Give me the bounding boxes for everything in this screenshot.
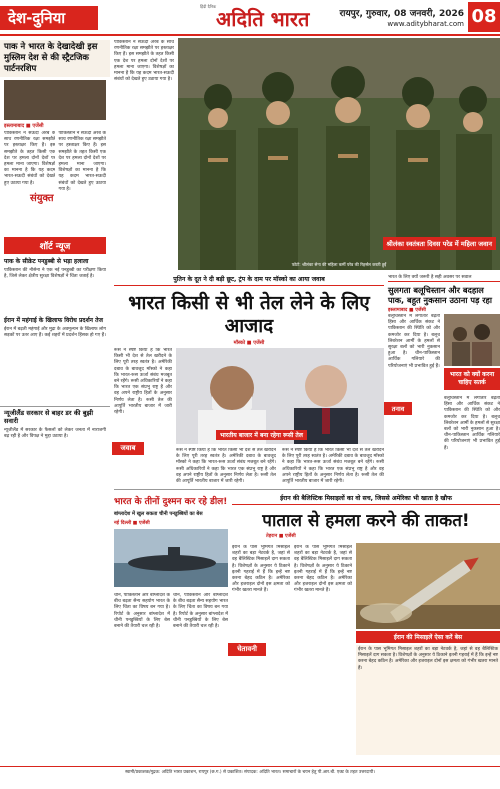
enemies-body-b: चीन, पाकिस्तान और बांग्लादेश के बीच बढ़ता सैन्य सहयोग भारत के लिए चिंता का विषय बन गया है। रिपोर्ट के अनुसार बांग्लादेश में चीनी पनडुब्बियों के लिए बेस बनाने की तैयारी चल रही है। (173, 593, 228, 630)
enemies-story (114, 493, 228, 763)
submarine-photo (114, 529, 228, 587)
russia-headline: भारत किसी से भी तेल लेने के लिए आजाद (128, 292, 370, 337)
enemies-dateline: नई दिल्ली ■ एजेंसी (114, 520, 150, 526)
left-dateline: इस्लामाबाद ■ एजेंसी (4, 123, 44, 129)
photo-credit: फोटो: श्रीलंका सेना की महिला कर्मी परेड की रिहर्सल करती हुईं (291, 262, 387, 267)
short3-body: न्यूजीलैंड में सरकार के फैसलों को लेकर जनता में नाराजगी बढ़ रही है और विपक्ष ने मुद्दा उठाया है। (4, 428, 106, 440)
modi-putin-photo (176, 348, 384, 444)
imprint-line: स्वामी/प्रकाशक/मुद्रक: अदिति भारत प्रकाशन, रायपुर (छ.ग.) से प्रकाशित। संपादक: अदिति भारत। समाचारों के चयन हेतु पी.आर.बी. एक्ट के तहत उत्तरदायी। (125, 770, 375, 775)
iran-box: ईरान की मिसाइलें ऐसा करें बेस (356, 631, 500, 643)
parade-photo (178, 38, 500, 270)
submarine-illustration (114, 529, 228, 587)
iran-body-a: ईरान के पास भूमिगत मिसाइल शहरों का बड़ा नेटवर्क है, जहां से वह बैलिस्टिक मिसाइलें दाग सकता है। विशेषज्ञों के अनुसार ये ठिकाने इतनी गहराई में हैं कि इन्हें नष्ट करना बेहद कठिन है। अमेरिका और इजराइल दोनों इस क्षमता को गंभीर खतरा मानते हैं। (232, 545, 290, 594)
left-body-1a: पाकिस्तान ने सऊदी अरब के साथ रणनीतिक रक्षा समझौते पर हस्ताक्षर किए हैं। इस समझौते के तहत किसी एक देश पर हमला दोनों देशों पर हमला माना जाएगा। विशेषज्ञों का मानना है कि यह कदम भारत-सऊदी संबंधों को देखते हुए उठाया गया है। (4, 131, 56, 186)
iran-headline: पाताल से हमला करने की ताकत! (262, 511, 470, 531)
enemies-body-a: चीन, पाकिस्तान और बांग्लादेश के बीच बढ़ता सैन्य सहयोग भारत के लिए चिंता का विषय बन गया है। रिपोर्ट के अनुसार बांग्लादेश में चीनी पनडुब्बियों के लिए बेस बनाने की तैयारी चल रही है। (114, 593, 170, 630)
russia-body-c: रूस ने स्पष्ट किया है कि भारत किसी भी देश से तेल खरीदने के लिए पूरी तरह स्वतंत्र है। अमेरिकी दबाव के बावजूद मॉस्को ने कहा कि भारत-रूस ऊर्जा संबंध मजबूत बने रहेंगे। रूसी अधिकारियों ने कहा कि भारत एक संप्रभु राष्ट्र है और वह अपने राष्ट्रीय हितों के अनुसार निर्णय लेता है। रूसी तेल की आपूर्ति भारतीय बाजार में जारी रहेगी। (282, 448, 384, 484)
logo-text: अदिति भारत (216, 7, 310, 31)
balochistan-story (388, 274, 500, 486)
short2-body: ईरान में बढ़ती महंगाई और मुद्रा के अवमूल्यन के खिलाफ लोग सड़कों पर उतर आए हैं। कई शहरों में प्रदर्शन हिंसक हो गए हैं। (4, 327, 106, 339)
iran-body-b: ईरान के पास भूमिगत मिसाइल शहरों का बड़ा नेटवर्क है, जहां से वह बैलिस्टिक मिसाइलें दाग सकता है। विशेषज्ञों के अनुसार ये ठिकाने इतनी गहराई में हैं कि इन्हें नष्ट करना बेहद कठिन है। अमेरिका और इजराइल दोनों इस क्षमता को गंभीर खतरा मानते हैं। (294, 545, 352, 594)
modi-putin-caption: भारतीय बाजार में बना रहेगा रूसी तेल (216, 430, 307, 440)
parade-illustration (178, 38, 500, 270)
enemies-subhead: बांग्लादेश में खुल सकता चीनी पनडुब्बियों का बेस (114, 511, 203, 517)
short1-headline: पाक के सीक्रेट पनडुब्बी से भड़ा हलाला (4, 258, 89, 265)
issue-date: रायपुर, गुरुवार, 08 जनवरी, 2026 (339, 9, 464, 19)
russia-story (114, 274, 384, 484)
balochistan-body-b: बलूचिस्तान में लगातार बढ़ती हिंसा और आर्थिक संकट ने पाकिस्तान की स्थिति को और कमजोर कर दिया है। बलूच लिबरेशन आर्मी के हमलों से सुरक्षा बलों को भारी नुकसान हुआ है। चीन-पाकिस्तान आर्थिक गलियारे की परियोजनाएं भी प्रभावित हुई हैं। (444, 396, 500, 451)
section-divider (114, 489, 500, 490)
masthead (0, 0, 500, 36)
balochistan-body-a: बलूचिस्तान में लगातार बढ़ती हिंसा और आर्थिक संकट ने पाकिस्तान की स्थिति को और कमजोर कर दिया है। बलूच लिबरेशन आर्मी के हमलों से सुरक्षा बलों को भारी नुकसान हुआ है। चीन-पाकिस्तान आर्थिक गलियारे की परियोजनाएं भी प्रभावित हुई हैं। (388, 314, 440, 369)
balochistan-dateline: इस्लामाबाद ■ एजेंसी (388, 308, 426, 313)
section-label: देश-दुनिया (0, 6, 98, 30)
russia-kicker: पुतिन के दूत ने दी बड़ी छूट, ट्रंप के दाम पर मॉस्को का आया जवाब (114, 274, 384, 286)
short-news-banner: शॉर्ट न्यूज (4, 237, 106, 254)
page-number: 08 (468, 2, 500, 32)
missile-photo (356, 543, 500, 629)
short1-body: पाकिस्तान की नौसेना ने एक नई पनडुब्बी का परीक्षण किया है, जिसे लेकर क्षेत्रीय सुरक्षा विशेषज्ञों ने चिंता जताई है। (4, 268, 106, 280)
balochistan-box: भारत को क्यों करना चाहिए सतर्क (444, 368, 500, 390)
iran-story (232, 493, 500, 763)
logo-tagline: हिंदी दैनिक (200, 4, 217, 9)
photo-caption: श्रीलंका स्वतंत्रता दिवस परेड में महिला जवान (383, 237, 496, 250)
enemies-headline: भारत के तीनों दुश्मन कर रहे डील! (114, 497, 228, 507)
left-headline: पाक ने भारत के देखादेखी इस मुस्लिम देश से की स्ट्रैटजिक पार्टनरशिप (0, 40, 110, 77)
left-photo (4, 80, 106, 120)
left-column (0, 40, 110, 550)
balochistan-side-tag: तनाव (384, 402, 412, 415)
newspaper-logo (200, 2, 340, 34)
russia-dateline: मॉस्को ■ एजेंसी (233, 340, 265, 346)
iran-dateline: तेहरान ■ एजेंसी (266, 534, 296, 539)
balochistan-photo (444, 314, 500, 366)
iran-body-c: ईरान के पास भूमिगत मिसाइल शहरों का बड़ा नेटवर्क है, जहां से वह बैलिस्टिक मिसाइलें दाग सकता है। विशेषज्ञों के अनुसार ये ठिकाने इतनी गहराई में हैं कि इन्हें नष्ट करना बेहद कठिन है। अमेरिका और इजराइल दोनों इस क्षमता को गंभीर खतरा मानते हैं। (356, 645, 500, 755)
short3-headline: न्यूजीलैंड सरकार से बाहर डर की बुझी सवारी (0, 406, 110, 427)
left-sub-word: संयुक्त (30, 193, 54, 204)
russia-body-b: रूस ने स्पष्ट किया है कि भारत किसी भी देश से तेल खरीदने के लिए पूरी तरह स्वतंत्र है। अमेरिकी दबाव के बावजूद मॉस्को ने कहा कि भारत-रूस ऊर्जा संबंध मजबूत बने रहेंगे। रूसी अधिकारियों ने कहा कि भारत एक संप्रभु राष्ट्र है और वह अपने राष्ट्रीय हितों के अनुसार निर्णय लेता है। रूसी तेल की आपूर्ति भारतीय बाजार में जारी रहेगी। (176, 448, 276, 484)
top-center-text: पाकिस्तान ने सऊदी अरब के साथ रणनीतिक रक्षा समझौते पर हस्ताक्षर किए हैं। इस समझौते के तहत किसी एक देश पर हमला दोनों देशों पर हमला माना जाएगा। विशेषज्ञों का मानना है कि यह कदम भारत-सऊदी संबंधों को देखते हुए उठाया गया है। (114, 40, 174, 83)
missile-illustration (356, 543, 500, 629)
balochistan-kicker: भारत के लिए क्यों जरूरी है सही अवसर पर सवाल (388, 274, 500, 282)
protest-illustration (444, 314, 500, 366)
website: www.aditybharat.com (387, 20, 464, 28)
short2-headline: ईरान में महंगाई के खिलाफ विरोध प्रदर्शन तेज (4, 317, 103, 324)
iran-side-tag: चेतावनी (228, 643, 266, 656)
russia-body-a: रूस ने स्पष्ट किया है कि भारत किसी भी देश से तेल खरीदने के लिए पूरी तरह स्वतंत्र है। अमेरिकी दबाव के बावजूद मॉस्को ने कहा कि भारत-रूस ऊर्जा संबंध मजबूत बने रहेंगे। रूसी अधिकारियों ने कहा कि भारत एक संप्रभु राष्ट्र है और वह अपने राष्ट्रीय हितों के अनुसार निर्णय लेता है। रूसी तेल की आपूर्ति भारतीय बाजार में जारी रहेगी। (114, 348, 172, 416)
balochistan-headline: सुलगता बलूचिस्तान और बदहाल पाक, बहुत नुकसान उठाना पड़ रहा (388, 285, 493, 305)
iran-kicker: ईरान की बैलिस्टिक मिसाइलों का वो सच, जिससे अमेरिका भी खाता है खौफ (232, 493, 500, 505)
footer-rule (0, 766, 500, 767)
russia-side-tag: जवाब (112, 442, 144, 455)
left-body-1b: पाकिस्तान ने सऊदी अरब के साथ रणनीतिक रक्षा समझौते पर हस्ताक्षर किए हैं। इस समझौते के तहत किसी एक देश पर हमला दोनों देशों पर हमला माना जाएगा। विशेषज्ञों का मानना है कि यह कदम भारत-सऊदी संबंधों को देखते हुए उठाया गया है। (58, 131, 106, 192)
